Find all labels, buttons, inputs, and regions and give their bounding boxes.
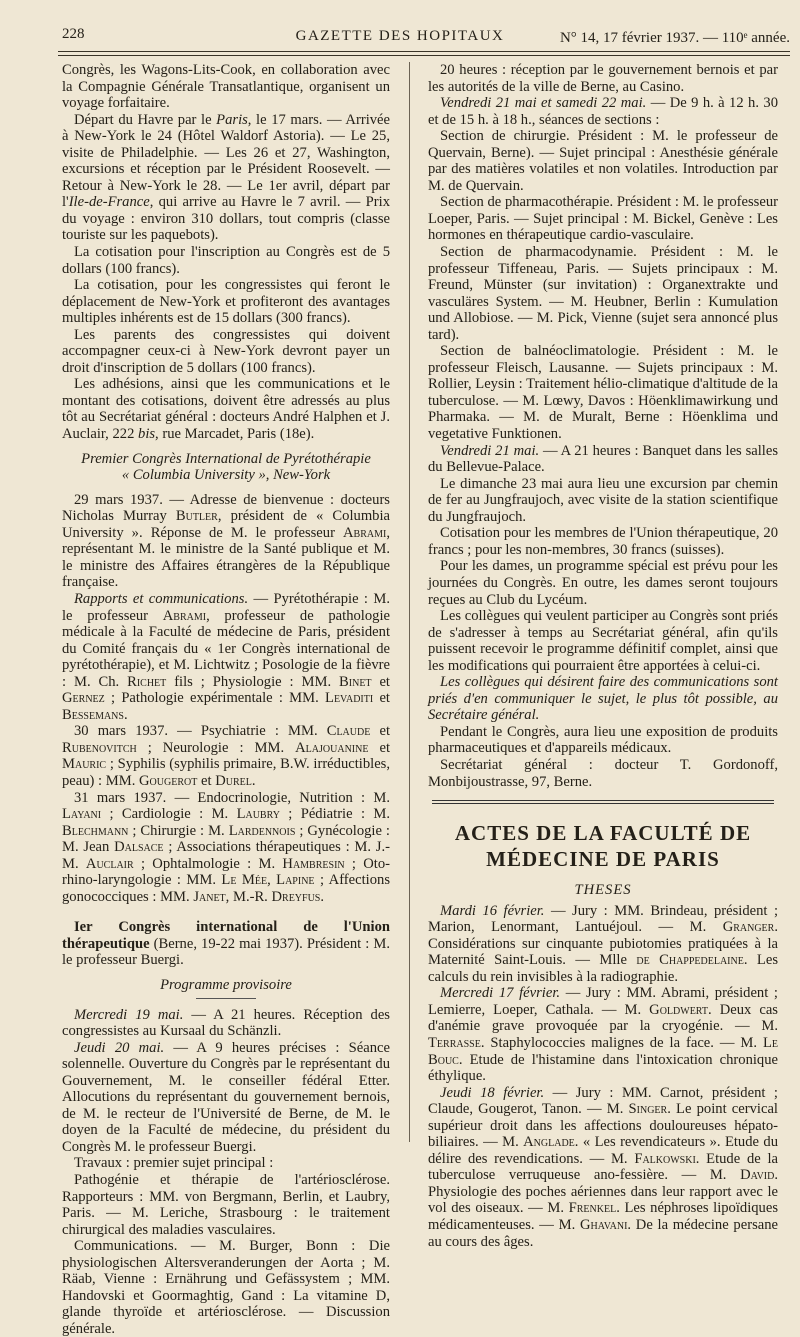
header-rule-top	[58, 51, 790, 52]
section-heading: Premier Congrès International de Pyrétothérapie	[81, 450, 371, 467]
issue-info: N° 14, 17 février 1937. — 110ᵉ année.	[559, 30, 790, 46]
paragraph: Rapports et communications. — Pyrétothérapie : M. le professeur Abrami, professeur de pathologie médicale à la Faculté de médecine de Paris, président du Comité français du « 1er Congrès international de pyrétothérapie), et M. Lichtwitz ; Posologie de la fièvre : M. Ch. Richet fils ; Physiologie : MM. Binet et Gernez ; Pathologie expérimentale : MM. Levaditi et Bessemans.	[62, 590, 390, 723]
paragraph: Secrétariat général : docteur T. Gordonoff, Monbijoustrasse, 97, Berne.	[428, 756, 778, 790]
paragraph: 20 heures : réception par le gouvernement bernois et par les autorités de la ville de Berne, au Casino.	[428, 62, 778, 95]
page-number: 228	[62, 26, 85, 42]
paragraph: La cotisation pour l'inscription au Congrès est de 5 dollars (100 francs).	[62, 244, 390, 277]
paragraph: Les collègues qui désirent faire des communications sont priés d'en communiquer le sujet, le plus tôt possible, au Secrétaire général.	[428, 674, 778, 724]
paragraph: Les adhésions, ainsi que les communications et le montant des cotisations, doivent être adressés au plus tôt au Secrétariat général : docteurs André Halphen et J. Auclair, 222 bis, rue Marcadet, Paris (18e).	[62, 376, 390, 443]
section-heading: Programme provisoire	[160, 976, 292, 993]
paragraph: Communications. — M. Burger, Bonn : Die physiologischen Altersveranderungen der Aorta ; M. Räab, Vienne : Ernährung und Gefässystem ; MM. Handovski et Goormaghtig, Gand : La vitamine D, glande thyroïde et artériosclérose. — Discussion générale.	[62, 1238, 390, 1337]
paragraph: Jeudi 20 mai. — A 9 heures précises : Séance solennelle. Ouverture du Congrès par le représentant du Gouvernement, M. le conseiller fédéral Etter. Allocutions du représentant du gouvernement bernois, de M. le recteur de l'Université de Berne, de M. le doyen de la Faculté de médecine, du président du Congrès M. le professeur Buergi.	[62, 1039, 390, 1155]
paragraph: Vendredi 21 mai. — A 21 heures : Banquet dans les salles du Bellevue-Palace.	[428, 442, 778, 476]
left-column	[62, 62, 390, 1337]
paragraph: 31 mars 1937. — Endocrinologie, Nutrition : M. Layani ; Cardiologie : M. Laubry ; Pédiatrie : M. Blechmann ; Chirurgie : M. Lardennois ; Gynécologie : M. Jean Dalsace ; Associations thérapeutiques : M. J.-M. Auclair ; Ophtalmologie : M. Hambresin ; Oto-rhino-laryngologie : MM. Le Mée, Lapine ; Affections gonococciques : MM. Janet, M.-R. Dreyfus.	[62, 789, 391, 905]
paragraph: Travaux : premier sujet principal :	[74, 1155, 274, 1172]
paragraph: Section de pharmacothérapie. Président : M. le professeur Loeper, Paris. — Sujet principal : M. Bickel, Genève : Les hormones en thérapeutique cardio-vasculaire.	[428, 194, 778, 244]
paragraph: Les parents des congressistes qui doivent accompagner ceux-ci à New-York devront payer un droit d'inscription de 5 dollars (100 francs).	[62, 326, 390, 376]
paragraph: Mercredi 19 mai. — A 21 heures. Réception des congressistes au Kursaal du Schänzli.	[62, 1006, 390, 1040]
paragraph: Congrès, les Wagons-Lits-Cook, en collaboration avec la Compagnie Générale Transatlantique, organisent un voyage forfaitaire.	[62, 62, 390, 112]
paragraph: Pendant le Congrès, aura lieu une exposition de produits pharmaceutiques et d'appareils médicaux.	[428, 723, 778, 757]
paragraph: 30 mars 1937. — Psychiatrie : MM. Claude et Rubenovitch ; Neurologie : MM. Alajouanine et Mauric ; Syphilis (syphilis primaire, B.W. irréductibles, peau) : MM. Gougerot et Durel.	[62, 723, 390, 789]
section-divider	[432, 800, 774, 804]
paragraph: Mercredi 17 février. — Jury : MM. Abrami, président ; Lemierre, Loeper, Cathala. — M. Goldwert. Deux cas d'anémie grave provoquée par la cryogénie. — M. Terrasse. Staphylococcies malignes de la face. — M. Le Bouc. Etude de l'histamine dans l'intoxication chronique éthylique.	[428, 985, 778, 1085]
paragraph: 29 mars 1937. — Adresse de bienvenue : docteurs Nicholas Murray Butler, président de « Columbia University ». Réponse de M. le professeur Abrami, représentant M. le ministre de la Santé publique et M. le ministre des Affaires étrangères de la République française.	[62, 491, 390, 591]
paragraph: Pour les dames, un programme spécial est prévu pour les journées du Congrès. En outre, les dames seront toujours reçues au Club du Lycéum.	[428, 558, 778, 608]
paragraph: Vendredi 21 mai et samedi 22 mai. — De 9 h. à 12 h. 30 et de 15 h. à 18 h., séances de sections :	[428, 95, 779, 128]
paragraph: Jeudi 18 février. — Jury : MM. Carnot, président ; Claude, Gougerot, Tanon. — M. Singer. Le point cervical supérieur droit dans les affections douloureuses hépato-biliaires. — M. Anglade. « Les revendicateurs ». Etude du délire des revendications. — M. Falkowski. Etude de la tuberculose verruqueuse ano-fessière. — M. David. Physiologie des poches aériennes dans leur rapport avec le vol des oiseaux. — M. Frenkel. Les néphroses lipoïdiques médicamenteuses. — M. Ghavani. De la médecine persane au cours des âges.	[428, 1084, 779, 1250]
paragraph: Ier Congrès international de l'Union thérapeutique (Berne, 19-22 mai 1937). Président : M. le professeur Buergi.	[62, 919, 390, 969]
paragraph: Le dimanche 23 mai aura lieu une excursion par chemin de fer au Jungfraujoch, avec visite de la station scientifique du Jungfraujoch.	[428, 475, 778, 525]
right-column	[428, 62, 778, 1250]
paragraph: La cotisation, pour les congressistes qui feront le déplacement de New-York et profiteront des avantages multiples inhérents est de 15 dollars (300 francs).	[62, 277, 390, 327]
paragraph: Section de chirurgie. Président : M. le professeur de Quervain, Berne). — Sujet principal : Anesthésie générale par des matières volatiles et non volatiles. Introduction par M. de Quervain.	[428, 128, 778, 194]
section-subheading: « Columbia University », New-York	[121, 467, 331, 484]
paragraph: Les collègues qui veulent participer au Congrès sont priés de s'adresser à temps au Secrétariat général, afin qu'ils puissent recevoir le programme définitif complet, ainsi que les modifications qui pourraient être apportées à celui-ci.	[428, 608, 778, 674]
header-rule-bottom	[58, 55, 790, 56]
journal-title: GAZETTE DES HOPITAUX	[295, 28, 505, 44]
paragraph: Mardi 16 février. — Jury : MM. Brindeau, président ; Marion, Lenormant, Lantuéjoul. — M. Granger. Considérations sur cinquante pubiotomies pratiquées à la Maternité Saint-Louis. — Mlle de Chappedelaine. Les calculs du rein invisibles à la radiographie.	[428, 902, 779, 985]
paragraph: Cotisation pour les membres de l'Union thérapeutique, 20 francs ; pour les non-membres, 30 francs (suisses).	[428, 525, 778, 558]
paragraph: Section de pharmacodynamie. Président : M. le professeur Tiffeneau, Paris. — Sujets principaux : M. Freund, Münster (sur invitation) : Organextrakte und vasculäres System. — M. Heubner, Berlin : Kumulation und Allobiose. — M. Pick, Vienne (sujet sera annoncé plus tard).	[428, 244, 778, 343]
paragraph: Pathogénie et thérapie de l'artériosclérose. Rapporteurs : MM. von Bergmann, Berlin, et Laubry, Paris. — M. Leriche, Strasbourg : le traitement chirurgical des maladies vasculaires.	[62, 1172, 390, 1238]
theses-heading: THESES	[574, 882, 632, 899]
faculty-section-title: ACTES DE LA FACULTÉ DE MÉDECINE DE PARIS	[454, 821, 752, 872]
column-divider	[409, 62, 410, 1142]
paragraph: Section de balnéoclimatologie. Président : M. le professeur Fleisch, Lausanne. — Sujets principaux : M. Rollier, Leysin : Traitement hélio-climatique d'altitude de la tuberculose. — M. Lœwy, Davos : Höenklimawirkung und Pharmaka. — M. de Muralt, Berne : Höenklima und vegetative Funktionen.	[428, 343, 778, 443]
paragraph: Départ du Havre par le Paris, le 17 mars. — Arrivée à New-York le 24 (Hôtel Waldorf Astoria). — Le 25, visite de Philadelphie. — Les 26 et 27, Washington, excursions et réception par le Président Roosevelt. — Retour à New-York le 28. — Le 1er avril, départ par l'Ile-de-France, qui arrive au Havre le 7 avril. — Prix du voyage : environ 310 dollars, tout compris (classe touriste sur les paquebots).	[62, 111, 390, 244]
